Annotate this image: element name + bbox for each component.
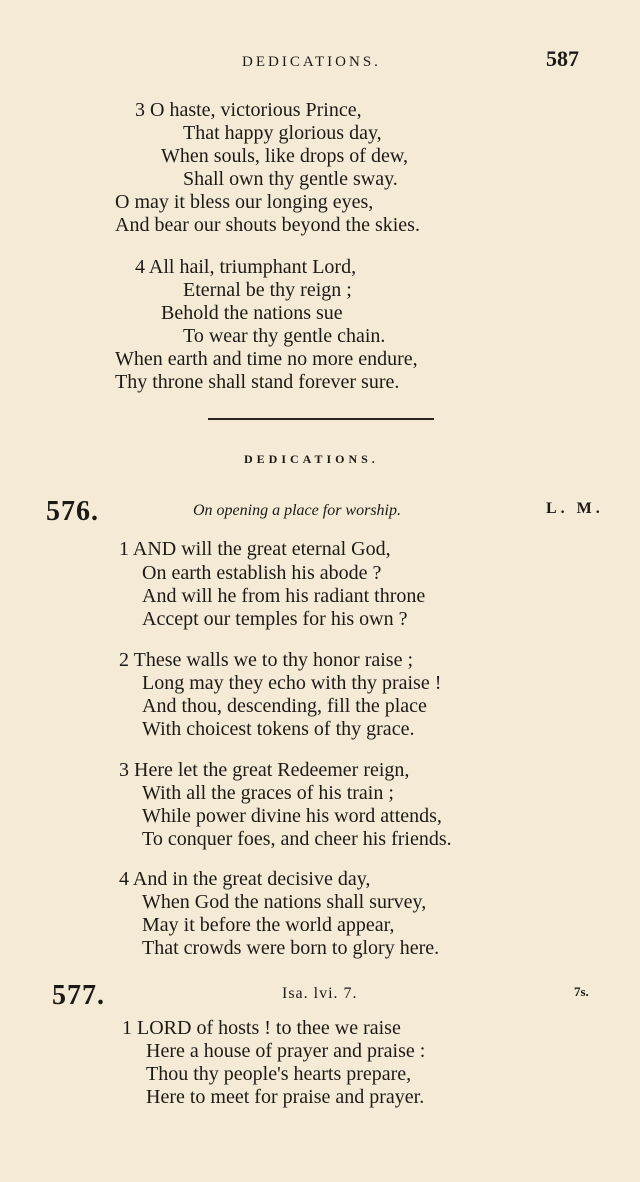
verse-line: 1 AND will the great eternal God, bbox=[119, 538, 391, 560]
verse-line: 1 LORD of hosts ! to thee we raise bbox=[122, 1017, 401, 1039]
verse-line: With choicest tokens of thy grace. bbox=[142, 718, 415, 740]
verse-line: May it before the world appear, bbox=[142, 914, 395, 936]
verse-line: Here a house of prayer and praise : bbox=[146, 1040, 426, 1062]
hymn-576-meter: L. M. bbox=[546, 500, 604, 517]
verse-line: With all the graces of his train ; bbox=[142, 782, 394, 804]
verse-line: When earth and time no more endure, bbox=[115, 348, 418, 370]
verse-line: To conquer foes, and cheer his friends. bbox=[142, 828, 452, 850]
running-head: DEDICATIONS. bbox=[242, 54, 381, 70]
verse-line: Thy throne shall stand forever sure. bbox=[115, 371, 400, 393]
verse-line: Long may they echo with thy praise ! bbox=[142, 672, 442, 694]
hymn-577-title: Isa. lvi. 7. bbox=[282, 985, 358, 1002]
verse-line: Thou thy people's hearts prepare, bbox=[146, 1063, 412, 1085]
verse-line: 3 Here let the great Redeemer reign, bbox=[119, 759, 410, 781]
verse-line: 2 These walls we to thy honor raise ; bbox=[119, 649, 414, 671]
verse-line: Accept our temples for his own ? bbox=[142, 608, 408, 630]
verse-line: 3 O haste, victorious Prince, bbox=[135, 99, 362, 121]
verse-line: O may it bless our longing eyes, bbox=[115, 191, 374, 213]
hymn-576-number: 576. bbox=[46, 496, 99, 527]
section-divider bbox=[208, 418, 434, 420]
verse-line: 4 And in the great decisive day, bbox=[119, 868, 371, 890]
verse-line: Eternal be thy reign ; bbox=[183, 279, 352, 301]
verse-line: Shall own thy gentle sway. bbox=[183, 168, 398, 190]
hymn-576-title: On opening a place for worship. bbox=[193, 502, 401, 519]
hymn-577-number: 577. bbox=[52, 980, 105, 1011]
verse-line: Behold the nations sue bbox=[161, 302, 343, 324]
verse-line: To wear thy gentle chain. bbox=[183, 325, 386, 347]
verse-line: On earth establish his abode ? bbox=[142, 562, 382, 584]
verse-line: That happy glorious day, bbox=[183, 122, 382, 144]
verse-line: Here to meet for praise and prayer. bbox=[146, 1086, 425, 1108]
verse-line: 4 All hail, triumphant Lord, bbox=[135, 256, 357, 278]
hymn-577-meter: 7s. bbox=[574, 984, 589, 999]
section-heading: DEDICATIONS. bbox=[244, 452, 379, 466]
verse-line: And will he from his radiant throne bbox=[142, 585, 426, 607]
verse-line: And bear our shouts beyond the skies. bbox=[115, 214, 420, 236]
verse-line: And thou, descending, fill the place bbox=[142, 695, 427, 717]
verse-line: When God the nations shall survey, bbox=[142, 891, 427, 913]
verse-line: While power divine his word attends, bbox=[142, 805, 442, 827]
verse-line: That crowds were born to glory here. bbox=[142, 937, 440, 959]
page-number: 587 bbox=[546, 46, 579, 71]
verse-line: When souls, like drops of dew, bbox=[161, 145, 408, 167]
